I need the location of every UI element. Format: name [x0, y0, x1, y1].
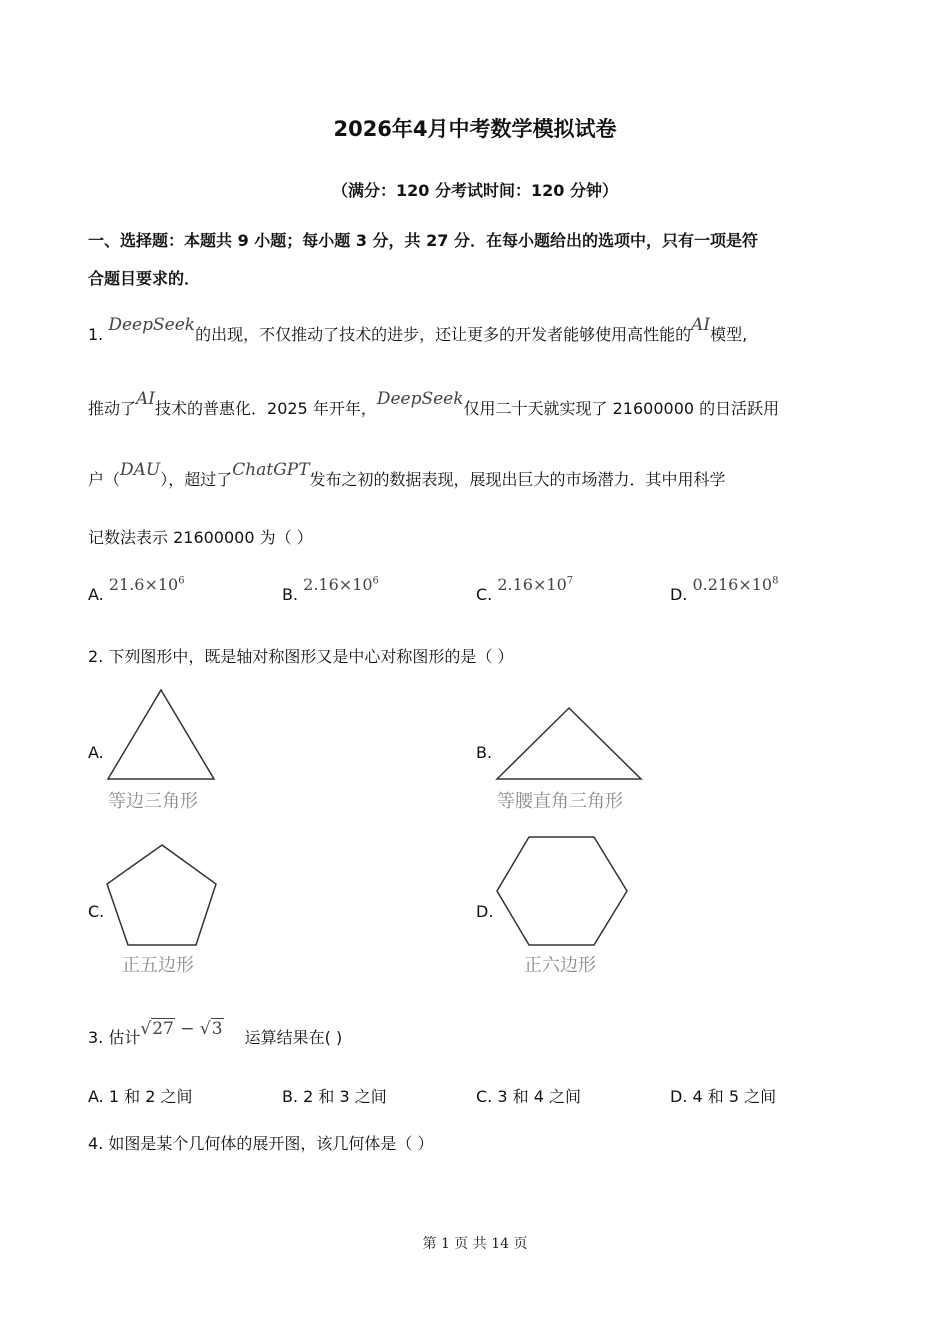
- math-dau: DAU: [120, 460, 161, 480]
- question-4-text: 4. 如图是某个几何体的展开图，该几何体是（ ）: [88, 1134, 434, 1153]
- option-c[interactable]: C. 3 和 4 之间: [476, 1087, 581, 1106]
- math-deepseek: DeepSeek: [108, 315, 196, 335]
- math-chatgpt: ChatGPT: [232, 460, 310, 480]
- option-exponent: 6: [178, 575, 185, 587]
- option-exponent: 8: [772, 575, 779, 587]
- option-b[interactable]: B. 2 和 3 之间: [282, 1087, 387, 1106]
- text-fragment: 发布之初的数据表现，展现出巨大的市场潜力．其中用科学: [309, 470, 726, 489]
- text-fragment: 推动了: [88, 399, 137, 418]
- shape-caption: 等边三角形: [108, 791, 198, 812]
- section-heading-line1: 一、选择题：本题共 9 小题；每小题 3 分，共 27 分．在每小题给出的选项中，只有一项是符: [88, 231, 758, 250]
- shape-caption: 正五边形: [122, 955, 194, 976]
- math-expression: √27 − √3: [140, 1019, 223, 1039]
- option-base: 0.216×10: [692, 575, 773, 594]
- option-label: D.: [670, 585, 688, 604]
- exam-info: （满分：120 分考试时间：120 分钟）: [332, 181, 618, 200]
- option-label: A.: [88, 585, 104, 604]
- minus-sign: −: [174, 1019, 200, 1039]
- isosceles-right-triangle-shape: [497, 708, 641, 779]
- option-a[interactable]: A. 1 和 2 之间: [88, 1087, 193, 1106]
- text-fragment: 户（: [88, 470, 121, 489]
- option-b-label[interactable]: B.: [476, 743, 493, 762]
- shape-caption: 正六边形: [524, 955, 596, 976]
- math-ai: AI: [136, 389, 156, 409]
- radicand: 27: [152, 1019, 174, 1039]
- text-fragment: 3. 估计: [88, 1028, 141, 1047]
- text-fragment: 仅用二十天就实现了 21600000 的日活跃用: [463, 399, 780, 418]
- text-fragment: 模型,: [710, 325, 748, 344]
- text-fragment: 的出现，不仅推动了技术的进步，还让更多的开发者能够使用高性能的: [195, 325, 692, 344]
- option-exponent: 6: [372, 575, 379, 587]
- regular-hexagon-shape: [497, 837, 627, 945]
- text-fragment: 技术的普惠化．2025 年开年，: [155, 399, 377, 418]
- option-base: 2.16×10: [303, 575, 373, 594]
- option-base: 21.6×10: [108, 575, 179, 594]
- math-ai: AI: [691, 315, 711, 335]
- regular-pentagon-shape: [107, 845, 216, 945]
- option-a-label[interactable]: A.: [88, 743, 104, 762]
- text-fragment: ），超过了: [160, 470, 233, 489]
- text-fragment: 运算结果在( ): [244, 1028, 343, 1047]
- page-title: 2026年4月中考数学模拟试卷: [333, 117, 617, 141]
- option-base: 2.16×10: [497, 575, 567, 594]
- option-d[interactable]: D. 4 和 5 之间: [670, 1087, 777, 1106]
- page-footer: 第 1 页 共 14 页: [422, 1236, 528, 1252]
- option-label: B.: [282, 585, 299, 604]
- question-1-line4: 记数法表示 21600000 为（ ）: [88, 528, 313, 547]
- section-heading-line2: 合题目要求的．: [88, 269, 201, 288]
- option-exponent: 7: [566, 575, 574, 587]
- question-3-text: [88, 1019, 343, 1048]
- question-2-text: 2. 下列图形中，既是轴对称图形又是中心对称图形的是（ ）: [88, 647, 514, 666]
- option-c-label[interactable]: C.: [88, 902, 105, 921]
- option-label: C.: [476, 585, 493, 604]
- shape-caption: 等腰直角三角形: [497, 791, 623, 812]
- equilateral-triangle-shape: [108, 690, 214, 779]
- math-deepseek: DeepSeek: [376, 389, 464, 409]
- option-d-label[interactable]: D.: [476, 902, 494, 921]
- radicand: 3: [211, 1019, 223, 1039]
- question-number: 1.: [88, 325, 104, 344]
